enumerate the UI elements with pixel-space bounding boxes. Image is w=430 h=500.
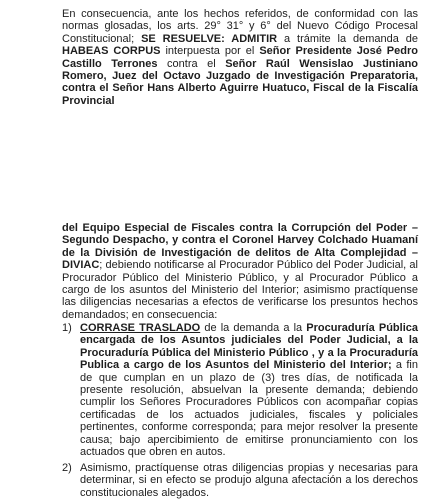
- defendants-list: Señor Raúl Wensislao Justiniano Romero, Juez del Octavo Juzgado de Investigación Preparatoria, contra el Señor Hans Alberto Aguirre Huatuco, Fiscal de la Fiscalía Provincial: [62, 57, 419, 107]
- page-break: [0, 200, 430, 212]
- resolution-verdict: SE RESUELVE: ADMITIR: [141, 32, 278, 45]
- list-item-text: Asimismo, practíquense otras diligencias propias y necesarias para determinar, si en efecto se produjo alguna afectación a los derechos constitucionales alegados.: [80, 462, 418, 499]
- notification-text: ; debiendo notificarse al Procurador Público del Poder Judicial, al Procurador Público del Ministerio Público, y al Procurador Público a cargo de los asuntos del Ministerio del Interior; asimismo practíquense las diligencias necesarias a efectos de verificarse los presuntos hechos demandados; en consecuencia:: [62, 259, 418, 321]
- list-item-number: 2): [62, 462, 72, 474]
- paragraph-resolution: [62, 8, 418, 107]
- list-item: [62, 462, 418, 499]
- plaintiff-name: Señor Presidente José Pedro Castillo Terrones: [62, 45, 418, 70]
- resolution-text-2: a trámite la demanda de: [277, 32, 418, 45]
- habeas-corpus-label: HABEAS CORPUS: [62, 45, 161, 58]
- list-item-text: de la demanda a la: [200, 322, 307, 334]
- list-item-number: 1): [62, 322, 72, 334]
- paragraph-continuation: [62, 222, 418, 321]
- resolution-text-3: interpuesta por el: [160, 45, 260, 58]
- list-item-text-2: a fin de que cumplan en un plazo de (3) tres días, de notificada la presente resolución, absuelvan la presente demanda; debiendo cumplir los Señores Procuradores Públicos con acompañar copias certificadas de los actuados judiciales, fiscales y policiales pertinentes, conforme corresponda; para mejor resolver la presente causa; bajo apercibimiento de emitirse pronunciamiento con los actuados que obren en autos.: [80, 359, 418, 459]
- list-item: [62, 322, 418, 459]
- resolution-text-4: contra el: [157, 57, 226, 70]
- corrase-traslado-label: CORRASE TRASLADO: [80, 322, 201, 334]
- defendants-continuation: del Equipo Especial de Fiscales contra la Corrupción del Poder – Segundo Despacho, y contra el Coronel Harvey Colchado Huamaní de la División de Investigación de delitos de Alta Complejidad – DIVIAC: [62, 222, 418, 272]
- procuradurias-list: Procuraduría Pública encargada de los Asuntos judiciales del Poder Judicial, a la Procuraduría Pública del Ministerio Público , y a la Procuraduría Publica a cargo de los Asuntos del Ministerio del Interior;: [80, 322, 418, 372]
- resolution-intro-text: En consecuencia, ante los hechos referidos, de conformidad con las normas glosadas, los arts. 29° 31° y 6° del Nuevo Código Procesal Constitucional;: [62, 8, 418, 45]
